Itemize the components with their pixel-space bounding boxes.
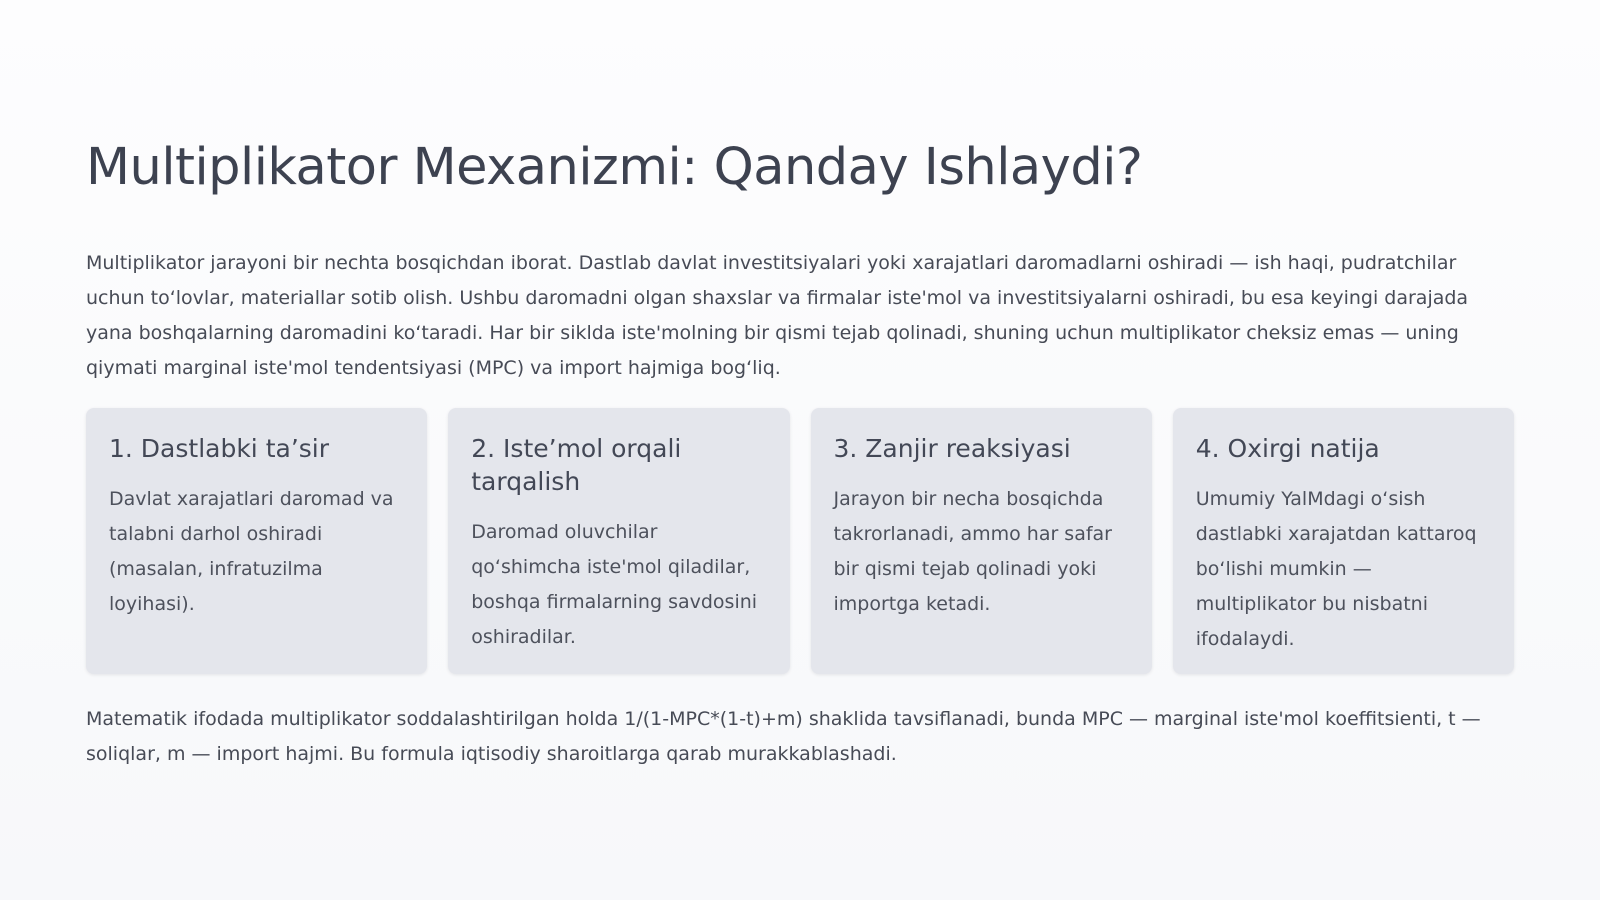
- step-card-3: [811, 408, 1152, 674]
- step-cards: [86, 408, 1514, 674]
- step-card-title: 4. Oxirgi natija: [1195, 434, 1380, 463]
- step-card-2: [448, 408, 789, 674]
- slide-title: Multiplikator Mexanizmi: Qanday Ishlaydi?: [86, 138, 1143, 197]
- step-card-4: [1173, 408, 1514, 674]
- step-card-title: 2. Iste’mol orqali tarqalish: [471, 434, 682, 496]
- step-card-text: Davlat xarajatlari daromad va talabni darhol oshiradi (masalan, infratuzilma loyihasi).: [109, 488, 394, 615]
- intro-paragraph: Multiplikator jarayoni bir nechta bosqichdan iborat. Dastlab davlat investitsiyalari yoki xarajatlari daromadlarni oshiradi — ish haqi, pudratchilar uchun to‘lovlar, materiallar sotib olish. Ushbu daromadni olgan shaxslar va firmalar iste'mol va investitsiyalarni oshiradi, bu esa keyingi darajada yana boshqalarning daromadini ko‘taradi. Har bir siklda iste'molning bir qismi tejab qolinadi, shuning uchun multiplikator cheksiz emas — uning qiymati marginal iste'mol tendentsiyasi (MPC) va import hajmiga bog‘liq.: [86, 252, 1469, 379]
- step-card-title: 1. Dastlabki ta’sir: [109, 434, 330, 463]
- formula-paragraph: Matematik ifodada multiplikator soddalashtirilgan holda 1/(1-MPC*(1-t)+m) shaklida tavsiflanadi, bunda MPC — marginal iste'mol koeffitsienti, t — soliqlar, m — import hajmi. Bu formula iqtisodiy sharoitlarga qarab murakkablashadi.: [86, 708, 1481, 765]
- step-card-text: Umumiy YalMdagi o‘sish dastlabki xarajatdan kattaroq bo‘lishi mumkin — multiplikator bu nisbatni ifodalaydi.: [1195, 488, 1477, 650]
- step-card-text: Jarayon bir necha bosqichda takrorlanadi, ammo har safar bir qismi tejab qolinadi yoki importga ketadi.: [833, 488, 1112, 615]
- step-card-text: Daromad oluvchilar qo‘shimcha iste'mol qiladilar, boshqa firmalarning savdosini oshiradilar.: [471, 521, 758, 648]
- step-card-1: [86, 408, 427, 674]
- step-card-title: 3. Zanjir reaksiyasi: [833, 434, 1071, 463]
